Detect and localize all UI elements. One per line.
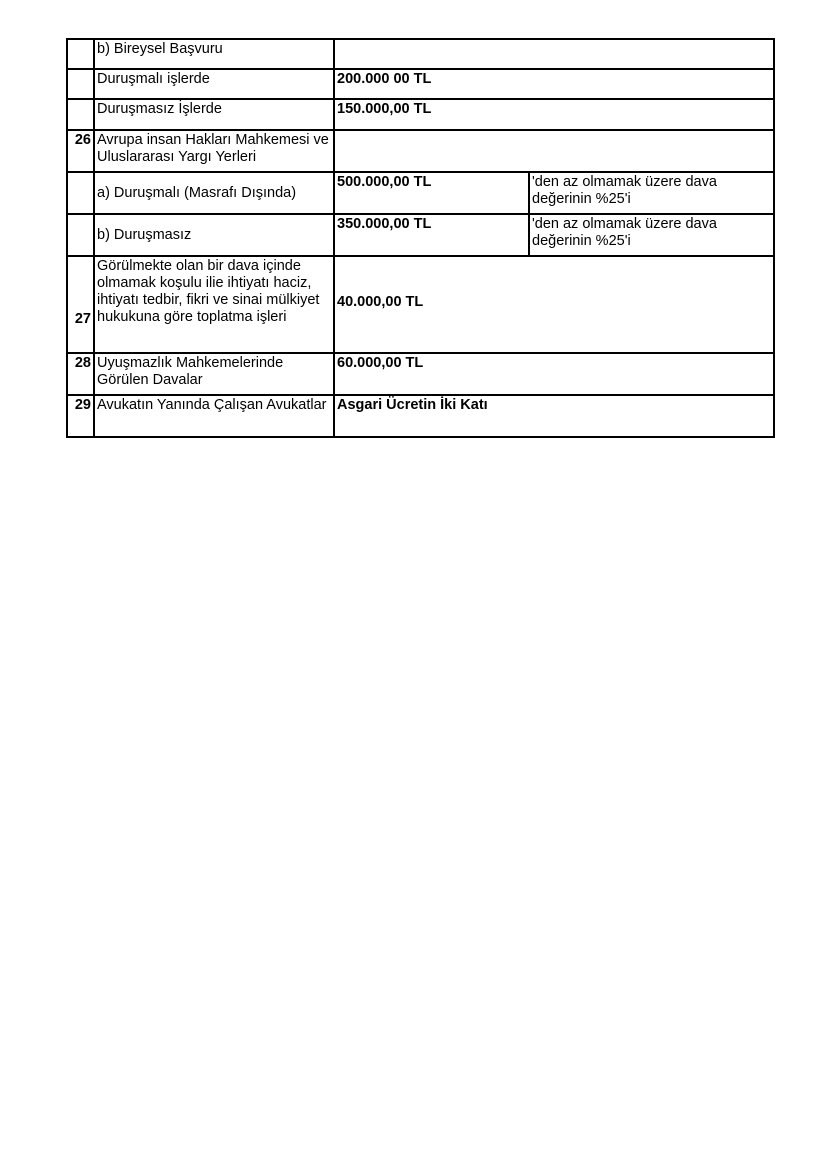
table-row <box>67 256 774 353</box>
row-description: Avrupa insan Hakları Mahkemesi ve Uluslararası Yargı Yerleri <box>94 130 334 172</box>
row-description: Duruşmalı işlerde <box>94 69 334 99</box>
row-description: Uyuşmazlık Mahkemelerinde Görülen Davalar <box>94 353 334 395</box>
row-number: 28 <box>67 353 94 395</box>
row-amount: 60.000,00 TL <box>334 353 774 395</box>
row-number: 27 <box>67 256 94 353</box>
row-number <box>67 39 94 69</box>
row-description: Görülmekte olan bir dava içinde olmamak koşulu ilie ihtiyatı haciz, ihtiyatı tedbir, fikri ve sinai mülkiyet hukukuna göre toplatma işleri <box>94 256 334 353</box>
table-row <box>67 99 774 130</box>
row-note: 'den az olmamak üzere dava değerinin %25'i <box>529 214 774 256</box>
table-row <box>67 214 774 256</box>
table-row <box>67 130 774 172</box>
table-row <box>67 69 774 99</box>
row-number: 26 <box>67 130 94 172</box>
row-amount: 200.000 00 TL <box>334 69 774 99</box>
fee-schedule-table <box>66 38 775 438</box>
table-row <box>67 172 774 214</box>
row-description: b) Duruşmasız <box>94 214 334 256</box>
row-amount: Asgari Ücretin İki Katı <box>334 395 774 437</box>
row-amount <box>334 39 774 69</box>
row-amount: 40.000,00 TL <box>334 256 774 353</box>
row-note: 'den az olmamak üzere dava değerinin %25'i <box>529 172 774 214</box>
row-number <box>67 69 94 99</box>
row-description: a) Duruşmalı (Masrafı Dışında) <box>94 172 334 214</box>
row-amount: 150.000,00 TL <box>334 99 774 130</box>
table-row <box>67 39 774 69</box>
row-number <box>67 99 94 130</box>
row-description: b) Bireysel Başvuru <box>94 39 334 69</box>
row-description: Duruşmasız İşlerde <box>94 99 334 130</box>
row-amount: 350.000,00 TL <box>334 214 529 256</box>
row-number: 29 <box>67 395 94 437</box>
row-number <box>67 214 94 256</box>
row-amount: 500.000,00 TL <box>334 172 529 214</box>
row-amount <box>334 130 774 172</box>
row-description: Avukatın Yanında Çalışan Avukatlar <box>94 395 334 437</box>
table-row <box>67 353 774 395</box>
table-row <box>67 395 774 437</box>
row-number <box>67 172 94 214</box>
